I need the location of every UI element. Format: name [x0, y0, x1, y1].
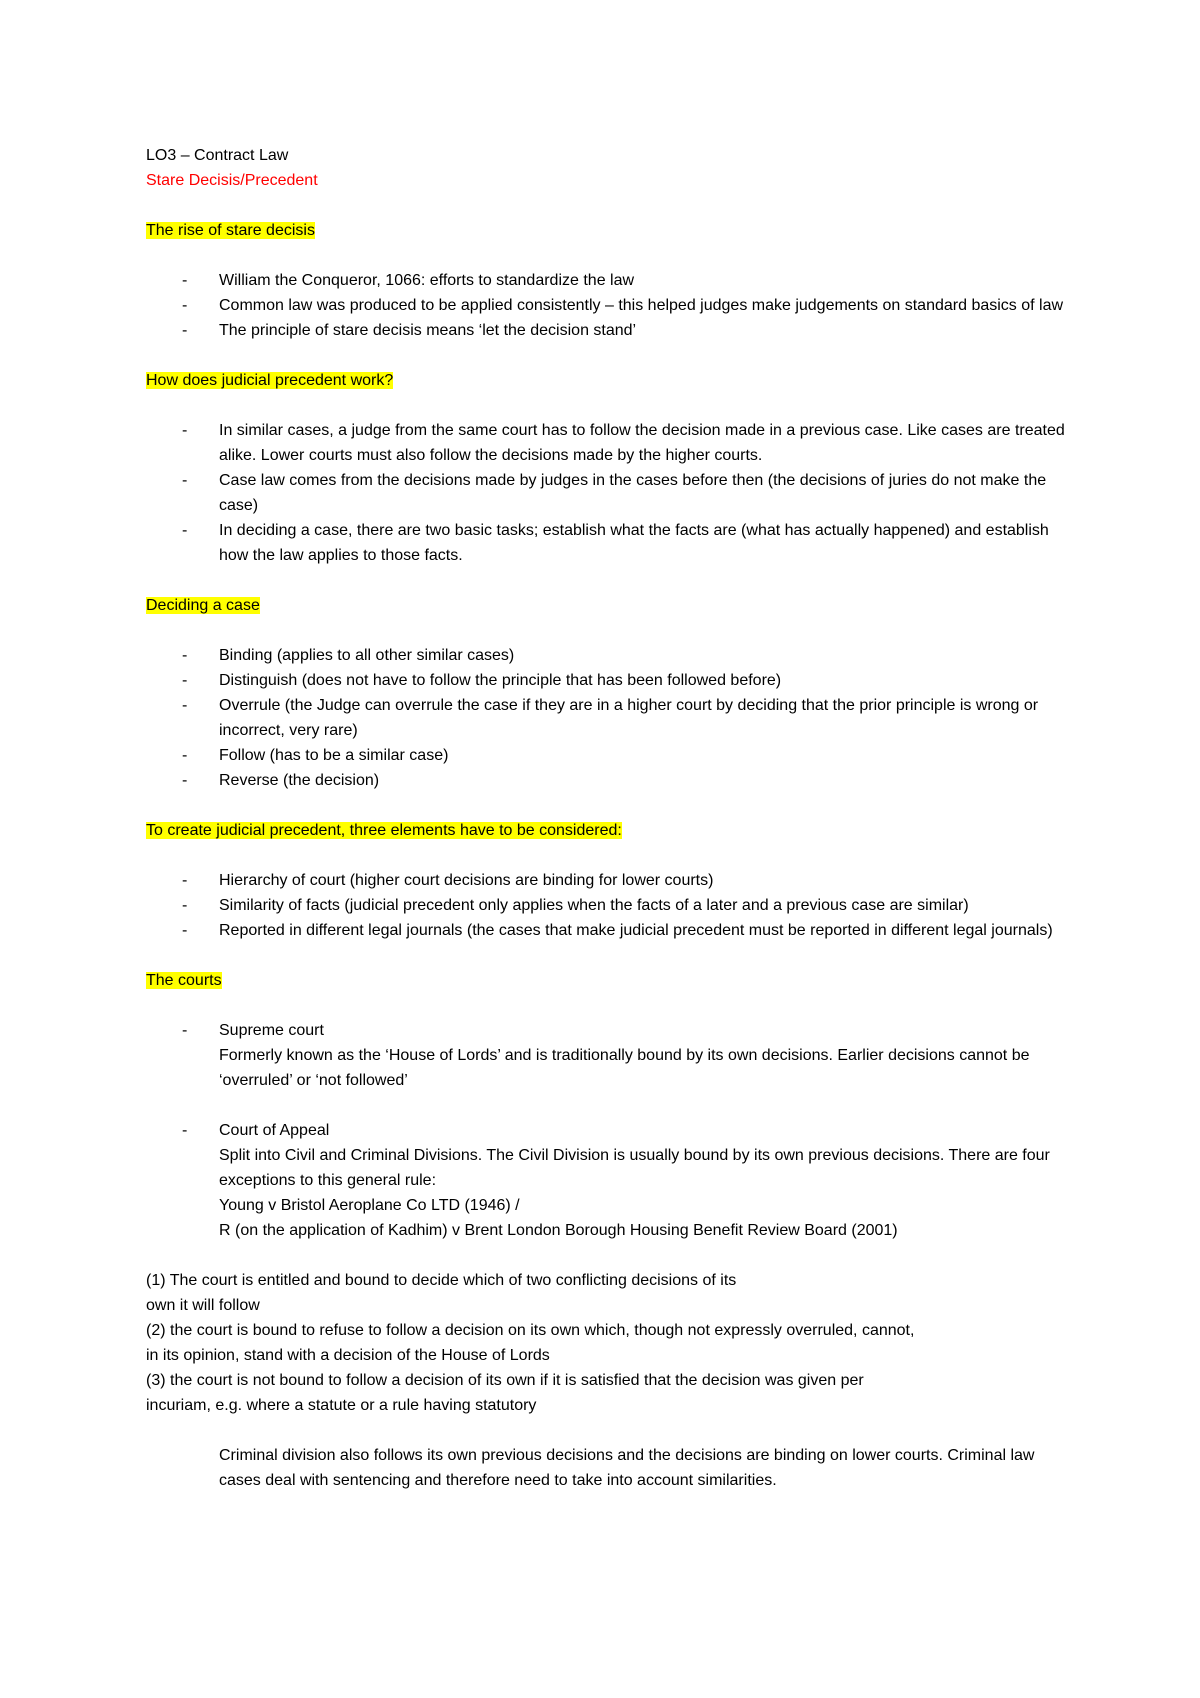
list-item: - Overrule (the Judge can overrule the case if they are in a higher court by deciding that the prior principle is wrong or incorrect, very rare) — [182, 697, 1039, 739]
list-item: - Binding (applies to all other similar cases) — [182, 647, 515, 664]
list-create — [146, 868, 1076, 943]
list-how — [146, 418, 1076, 568]
case-citation: Young v Bristol Aeroplane Co LTD (1946) / — [219, 1197, 520, 1214]
exceptions-list — [146, 1268, 1076, 1418]
list-rise — [146, 268, 1076, 343]
court-supreme: - Supreme court Formerly known as the ‘House of Lords’ and is traditionally bound by its own decisions. Earlier decisions cannot be ‘overruled’ or ‘not followed’ — [146, 1018, 1076, 1093]
list-item: - Similarity of facts (judicial precedent only applies when the facts of a later and a previous case are similar) — [182, 897, 969, 914]
list-item: - In deciding a case, there are two basic tasks; establish what the facts are (what has actually happened) and establish how the law applies to those facts. — [182, 522, 1049, 564]
rule-line: in its opinion, stand with a decision of the House of Lords — [146, 1347, 550, 1364]
court-name: Court of Appeal — [219, 1122, 330, 1139]
court-appeal: - Court of Appeal Split into Civil and Criminal Divisions. The Civil Division is usually bound by its own previous decisions. There are four exceptions to this general rule: Young v Bristol Aeroplane Co LTD (1946) / R (on the application of Kadhim) v Brent London Borough Housing Benefit Review Board (2001) — [146, 1118, 1076, 1243]
list-item: - Reverse (the decision) — [182, 772, 380, 789]
court-description: Formerly known as the ‘House of Lords’ and is traditionally bound by its own decisions. Earlier decisions cannot be ‘overruled’ or ‘not followed’ — [219, 1047, 1030, 1089]
heading-rise: The rise of stare decisis — [146, 222, 315, 239]
criminal-division-paragraph: Criminal division also follows its own previous decisions and the decisions are binding on lower courts. Criminal law cases deal with sentencing and therefore need to take into account similarities. — [219, 1447, 1035, 1489]
rule-line: own it will follow — [146, 1297, 260, 1314]
list-item: - Reported in different legal journals (the cases that make judicial precedent must be reported in different legal journals) — [182, 922, 1053, 939]
list-item: - The principle of stare decisis means ‘let the decision stand’ — [182, 322, 637, 339]
list-item: - William the Conqueror, 1066: efforts to standardize the law — [182, 272, 635, 289]
heading-create: To create judicial precedent, three elements have to be considered: — [146, 822, 622, 839]
list-item: - Case law comes from the decisions made by judges in the cases before then (the decisions of juries do not make the case) — [182, 472, 1047, 514]
list-item: - Hierarchy of court (higher court decisions are binding for lower courts) — [182, 872, 714, 889]
court-description: Split into Civil and Criminal Divisions. The Civil Division is usually bound by its own previous decisions. There are four exceptions to this general rule: — [219, 1147, 1050, 1189]
document-page — [146, 143, 1076, 1493]
list-item: - Distinguish (does not have to follow the principle that has been followed before) — [182, 672, 782, 689]
heading-deciding: Deciding a case — [146, 597, 260, 614]
document-subtitle: Stare Decisis/Precedent — [146, 172, 318, 189]
list-item: - Follow (has to be a similar case) — [182, 747, 449, 764]
rule-line: (1) The court is entitled and bound to decide which of two conflicting decisions of its — [146, 1272, 737, 1289]
list-courts-appeal — [146, 1118, 1076, 1243]
case-citation: R (on the application of Kadhim) v Brent London Borough Housing Benefit Review Board (2001) — [219, 1222, 898, 1239]
list-deciding — [146, 643, 1076, 793]
document-title: LO3 – Contract Law — [146, 147, 289, 164]
rule-line: (3) the court is not bound to follow a decision of its own if it is satisfied that the decision was given per — [146, 1372, 864, 1389]
heading-how: How does judicial precedent work? — [146, 372, 394, 389]
rule-line: incuriam, e.g. where a statute or a rule having statutory — [146, 1397, 537, 1414]
heading-courts: The courts — [146, 972, 222, 989]
rule-line: (2) the court is bound to refuse to follow a decision on its own which, though not expressly overruled, cannot, — [146, 1322, 915, 1339]
court-name: Supreme court — [219, 1022, 324, 1039]
list-item: - Common law was produced to be applied consistently – this helped judges make judgements on standard basics of law — [182, 297, 1064, 314]
list-courts — [146, 1018, 1076, 1093]
list-item: - In similar cases, a judge from the same court has to follow the decision made in a previous case. Like cases are treated alike. Lower courts must also follow the decisions made by the higher courts. — [182, 422, 1065, 464]
